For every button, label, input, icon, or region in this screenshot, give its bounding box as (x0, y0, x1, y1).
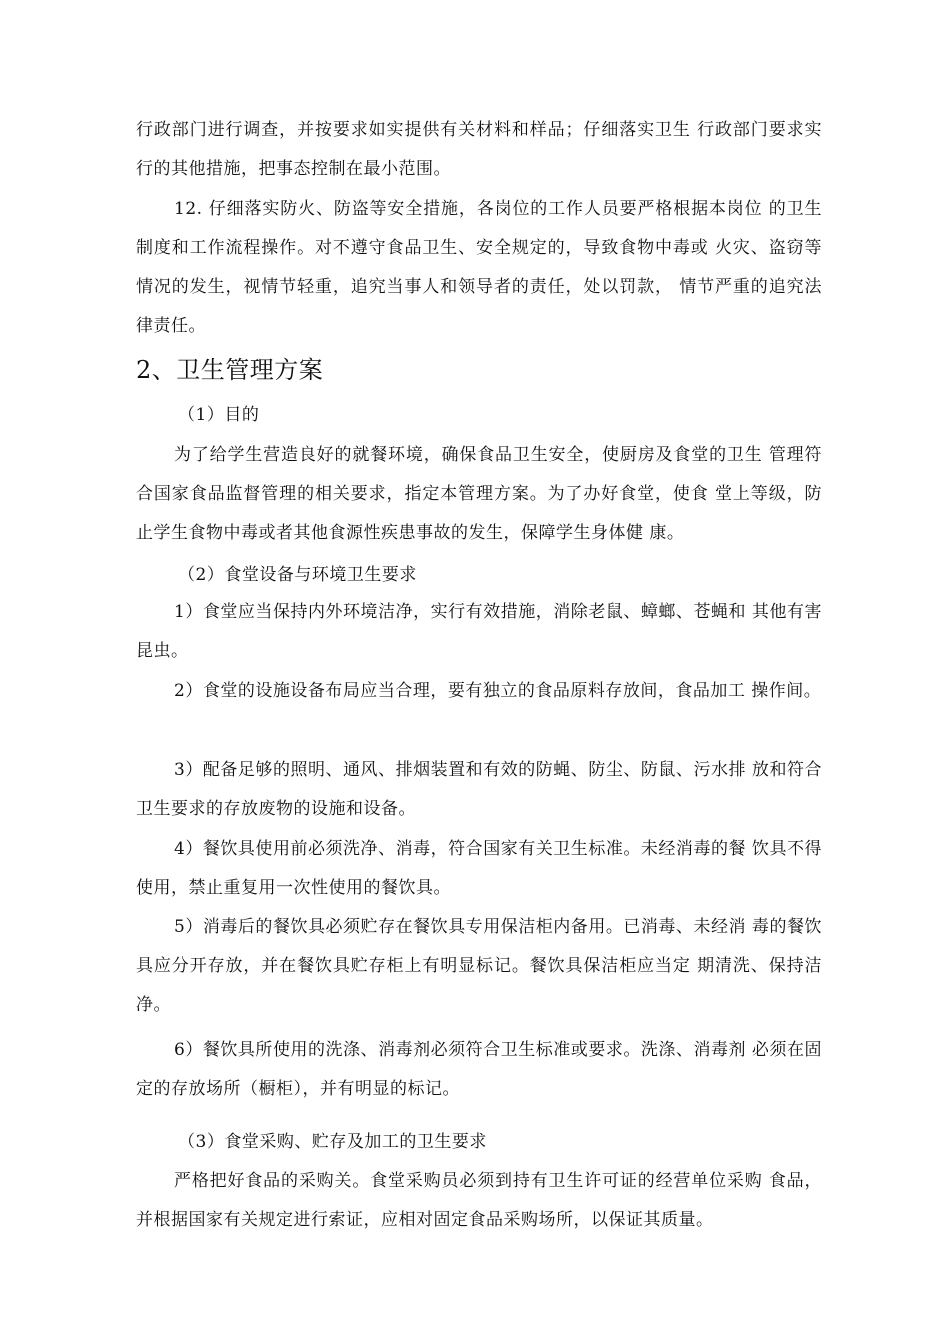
list-item-5: 5）消毒后的餐饮具必须贮存在餐饮具专用保洁柜内备用。已消毒、未经消 毒的餐饮具应分开存放，并在餐饮具贮存柜上有明显标记。餐饮具保洁柜应当定 期清洗、保持洁净。 (136, 917, 822, 1015)
list-item-2: 2）食堂的设施设备布局应当合理，要有独立的食品原料存放间，食品加工 操作间。 (174, 681, 822, 701)
paragraph-procurement: 严格把好食品的采购关。食堂采购员必须到持有卫生许可证的经营单位采购 食品，并根据国家有关规定进行索证，应相对固定食品采购场所，以保证其质量。 (136, 1171, 822, 1230)
paragraph-purpose: 为了给学生营造良好的就餐环境，确保食品卫生安全，使厨房及食堂的卫生 管理符合国家食品监督管理的相关要求，指定本管理方案。为了办好食堂，使食 堂上等级，防止学生食物中毒或者其他食源性疾患事故的发生，保障学生身体健 康。 (136, 445, 822, 543)
list-item-1: 1）食堂应当保持内外环境洁净，实行有效措施，消除老鼠、蟑螂、苍蝇和 其他有害昆虫。 (136, 602, 822, 661)
list-item-4: 4）餐饮具使用前必须洗净、消毒，符合国家有关卫生标准。未经消毒的餐 饮具不得使用，禁止重复用一次性使用的餐饮具。 (136, 839, 822, 898)
subheading-procurement-storage: （3）食堂采购、贮存及加工的卫生要求 (178, 1132, 487, 1152)
paragraph-continued: 行政部门进行调查，并按要求如实提供有关材料和样品；仔细落实卫生 行政部门要求实行的其他措施，把事态控制在最小范围。 (136, 120, 822, 179)
list-item-3: 3）配备足够的照明、通风、排烟装置和有效的防蝇、防尘、防鼠、污水排 放和符合卫生要求的存放废物的设施和设备。 (136, 760, 822, 819)
subheading-equipment-environment: （2）食堂设备与环境卫生要求 (178, 565, 417, 585)
list-item-6: 6）餐饮具所使用的洗涤、消毒剂必须符合卫生标准或要求。洗涤、消毒剂 必须在固定的存放场所（橱柜），并有明显的标记。 (136, 1040, 822, 1099)
paragraph-item-12: 12. 仔细落实防火、防盗等安全措施，各岗位的工作人员要严格根据本岗位 的卫生制度和工作流程操作。对不遵守食品卫生、安全规定的，导致食物中毒或 火灾、盗窃等情况的发生，视情节轻重，追究当事人和领导者的责任，处以罚款， 情节严重的追究法律责任。 (136, 199, 822, 336)
subheading-purpose: （1）目的 (178, 405, 260, 425)
section-heading-hygiene-plan: 2、卫生管理方案 (136, 356, 324, 384)
